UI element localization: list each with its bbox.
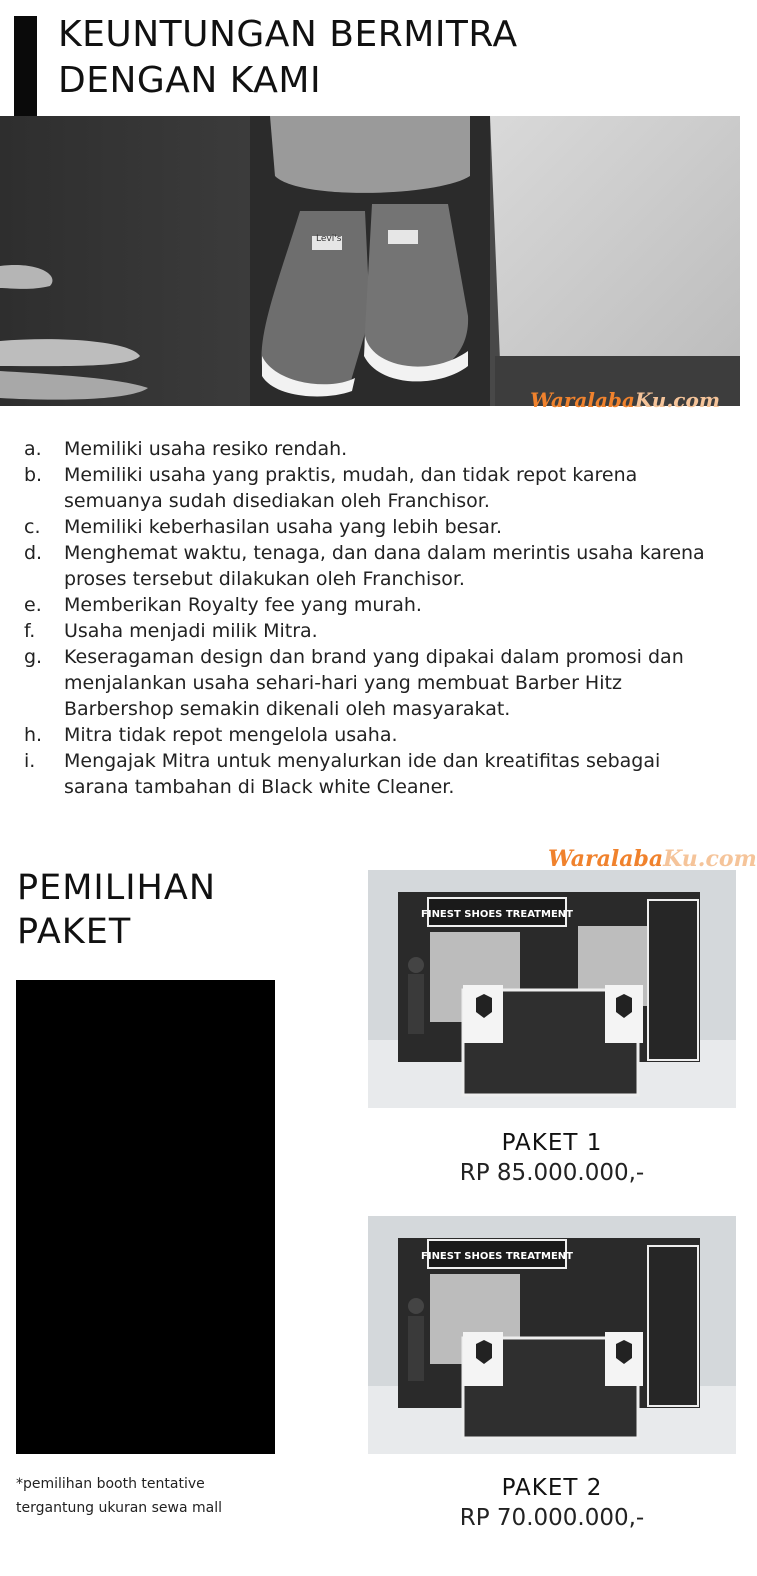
benefits-list [24,436,724,800]
list-text: Menghemat waktu, tenaga, dan dana dalam merintis usaha karena proses tersebut dilakukan oleh Franchisor. [64,542,705,590]
list-item [24,436,724,462]
package-1-price: RP 85.000.000,- [459,1160,645,1186]
package-1-booth-photo [368,870,736,1108]
list-marker: g. [24,646,43,668]
list-text: Memiliki usaha yang praktis, mudah, dan tidak repot karena semuanya sudah disediakan oleh Franchisor. [64,464,638,512]
booth-illustration [368,870,736,1108]
package-2 [368,1473,736,1533]
list-marker: c. [24,516,41,538]
page-title-line-1: KEUNTUNGAN BERMITRA [58,14,518,55]
hero-photo [0,116,740,412]
baby-shoes-illustration [0,116,740,406]
package-2-booth-photo [368,1216,736,1454]
booth-note-line-2: tergantung ukuran sewa mall [16,1500,222,1516]
list-item [24,462,724,514]
hero-watermark [530,388,720,412]
list-marker: d. [24,542,43,564]
list-text: Memiliki keberhasilan usaha yang lebih besar. [64,516,502,538]
list-item [24,748,724,800]
package-2-name: PAKET 2 [501,1475,603,1501]
shoe-brand-label: Levi's [316,234,342,244]
packages-title [17,866,216,954]
list-item [24,722,724,748]
list-marker: h. [24,724,43,746]
list-item [24,592,724,618]
packages-title-line-2: PAKET [17,912,132,952]
list-text: Keseragaman design dan brand yang dipakai dalam promosi dan menjalankan usaha sehari-hari yang membuat Barber Hitz Barbershop semakin dikenali oleh masyarakat. [64,646,684,720]
booth-placeholder-image [16,980,275,1454]
list-marker: a. [24,438,42,460]
list-text: Mengajak Mitra untuk menyalurkan ide dan kreatifitas sebagai sarana tambahan di Black white Cleaner. [64,750,661,798]
list-marker: f. [24,620,36,642]
list-marker: e. [24,594,42,616]
packages-title-line-1: PEMILIHAN [17,868,217,908]
booth-sign: FINEST SHOES TREATMENT [421,1251,573,1262]
package-1 [368,1128,736,1188]
page-title-line-2: DENGAN KAMI [58,60,322,101]
list-item [24,618,724,644]
list-text: Mitra tidak repot mengelola usaha. [64,724,398,746]
list-marker: i. [24,750,36,772]
list-item [24,644,724,722]
booth-watermark [548,846,757,872]
page-title [58,12,518,104]
booth-sign: FINEST SHOES TREATMENT [421,909,573,920]
hero-watermark-part2: Ku.com [634,388,720,412]
list-text: Memberikan Royalty fee yang murah. [64,594,422,616]
right-shoe [364,204,468,381]
booth-watermark-part2: Ku.com [663,846,757,872]
list-text: Memiliki usaha resiko rendah. [64,438,348,460]
list-marker: b. [24,464,43,486]
list-item [24,540,724,592]
hero-watermark-part1: Waralaba [530,388,635,412]
list-text: Usaha menjadi milik Mitra. [64,620,318,642]
booth-watermark-part1: Waralaba [548,846,664,872]
package-2-price: RP 70.000.000,- [459,1505,645,1531]
package-1-name: PAKET 1 [501,1130,603,1156]
booth-note [16,1472,276,1520]
booth-note-line-1: *pemilihan booth tentative [16,1476,205,1492]
list-item [24,514,724,540]
booth-illustration [368,1216,736,1454]
